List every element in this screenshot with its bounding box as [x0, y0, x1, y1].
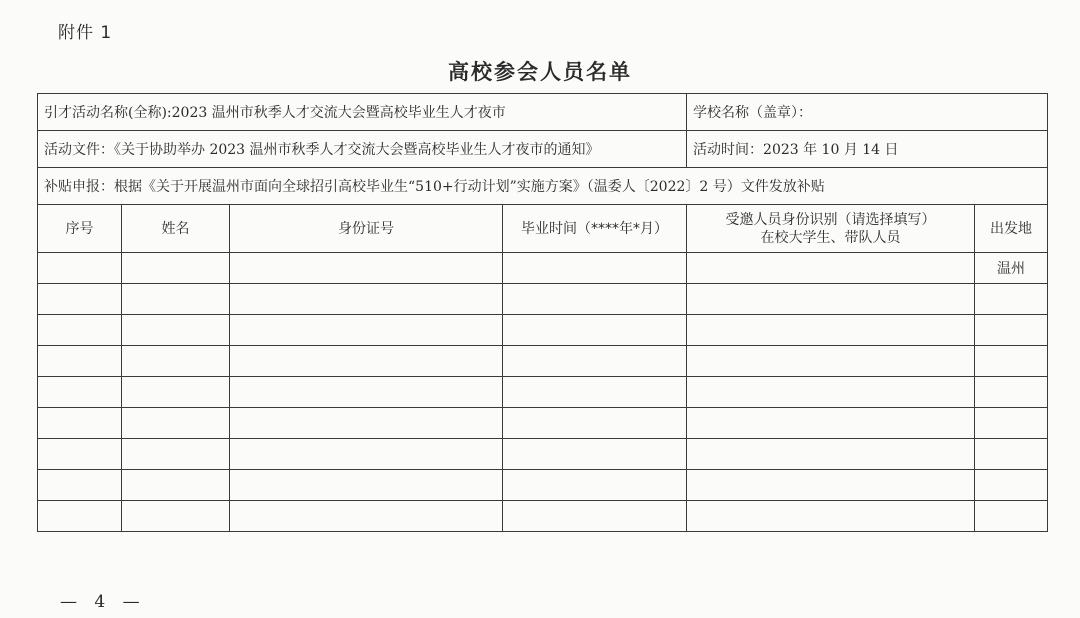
cell-name[interactable]: [122, 284, 230, 315]
info-row-subsidy: [38, 168, 1048, 205]
info-row-doc: [38, 131, 1048, 168]
col-header-identity: [687, 205, 975, 253]
cell-identity[interactable]: [687, 439, 975, 470]
cell-departure[interactable]: 温州: [975, 253, 1048, 284]
page-number: — 4 —: [60, 592, 146, 612]
col-header-name: 姓名: [122, 205, 230, 253]
col-header-seq: 序号: [38, 205, 122, 253]
cell-seq[interactable]: [38, 439, 122, 470]
cell-grad-time[interactable]: [503, 315, 687, 346]
cell-id-number[interactable]: [230, 284, 503, 315]
cell-name[interactable]: [122, 439, 230, 470]
table-row: [38, 501, 1048, 532]
table-header-row: [38, 205, 1048, 253]
cell-seq[interactable]: [38, 315, 122, 346]
cell-grad-time[interactable]: [503, 253, 687, 284]
cell-grad-time[interactable]: [503, 501, 687, 532]
cell-id-number[interactable]: [230, 253, 503, 284]
cell-departure[interactable]: [975, 377, 1048, 408]
col-header-grad-time: 毕业时间（****年*月）: [503, 205, 687, 253]
cell-identity[interactable]: [687, 501, 975, 532]
cell-seq[interactable]: [38, 253, 122, 284]
cell-identity[interactable]: [687, 408, 975, 439]
table-row: [38, 470, 1048, 501]
cell-id-number[interactable]: [230, 439, 503, 470]
cell-grad-time[interactable]: [503, 284, 687, 315]
info-row-event: [38, 94, 1048, 131]
cell-identity[interactable]: [687, 346, 975, 377]
cell-name[interactable]: [122, 501, 230, 532]
cell-seq[interactable]: [38, 377, 122, 408]
cell-name[interactable]: [122, 470, 230, 501]
cell-departure[interactable]: [975, 439, 1048, 470]
identity-header-line2: 在校大学生、带队人员: [760, 229, 901, 246]
cell-identity[interactable]: [687, 253, 975, 284]
table-row: [38, 284, 1048, 315]
cell-id-number[interactable]: [230, 377, 503, 408]
cell-identity[interactable]: [687, 470, 975, 501]
table-row: [38, 439, 1048, 470]
cell-grad-time[interactable]: [503, 408, 687, 439]
cell-departure[interactable]: [975, 315, 1048, 346]
cell-departure[interactable]: [975, 470, 1048, 501]
table-body: [38, 253, 1048, 532]
cell-departure[interactable]: [975, 408, 1048, 439]
cell-seq[interactable]: [38, 346, 122, 377]
cell-grad-time[interactable]: [503, 439, 687, 470]
cell-departure[interactable]: [975, 501, 1048, 532]
table-row: [38, 377, 1048, 408]
cell-identity[interactable]: [687, 315, 975, 346]
cell-id-number[interactable]: [230, 346, 503, 377]
cell-name[interactable]: [122, 253, 230, 284]
cell-name[interactable]: [122, 408, 230, 439]
cell-name[interactable]: [122, 315, 230, 346]
table-row: [38, 346, 1048, 377]
cell-identity[interactable]: [687, 284, 975, 315]
subsidy-field: 补贴申报：根据《关于开展温州市面向全球招引高校毕业生“510+行动计划”实施方案》（温委人〔2022〕2 号）文件发放补贴: [38, 168, 1048, 205]
cell-seq[interactable]: [38, 284, 122, 315]
cell-id-number[interactable]: [230, 470, 503, 501]
page-title: 高校参会人员名单: [448, 60, 632, 84]
cell-id-number[interactable]: [230, 315, 503, 346]
cell-id-number[interactable]: [230, 501, 503, 532]
cell-departure[interactable]: [975, 284, 1048, 315]
cell-seq[interactable]: [38, 470, 122, 501]
event-name-field: 引才活动名称(全称):2023 温州市秋季人才交流大会暨高校毕业生人才夜市: [38, 94, 687, 131]
cell-grad-time[interactable]: [503, 377, 687, 408]
table-row: [38, 408, 1048, 439]
table-row: [38, 253, 1048, 284]
event-doc-field: 活动文件：《关于协助举办 2023 温州市秋季人才交流大会暨高校毕业生人才夜市的通知》: [38, 131, 687, 168]
cell-grad-time[interactable]: [503, 346, 687, 377]
cell-seq[interactable]: [38, 501, 122, 532]
cell-id-number[interactable]: [230, 408, 503, 439]
event-time-field: 活动时间：2023 年 10 月 14 日: [687, 131, 1048, 168]
col-header-id-number: 身份证号: [230, 205, 503, 253]
school-name-field: 学校名称（盖章）：: [687, 94, 1048, 131]
cell-name[interactable]: [122, 346, 230, 377]
cell-departure[interactable]: [975, 346, 1048, 377]
attachment-label: 附件 1: [58, 23, 113, 43]
table-row: [38, 315, 1048, 346]
cell-seq[interactable]: [38, 408, 122, 439]
cell-grad-time[interactable]: [503, 470, 687, 501]
participant-table: [37, 93, 1048, 532]
col-header-departure: 出发地: [975, 205, 1048, 253]
cell-name[interactable]: [122, 377, 230, 408]
identity-header-line1: 受邀人员身份识别（请选择填写）: [725, 211, 936, 228]
cell-identity[interactable]: [687, 377, 975, 408]
